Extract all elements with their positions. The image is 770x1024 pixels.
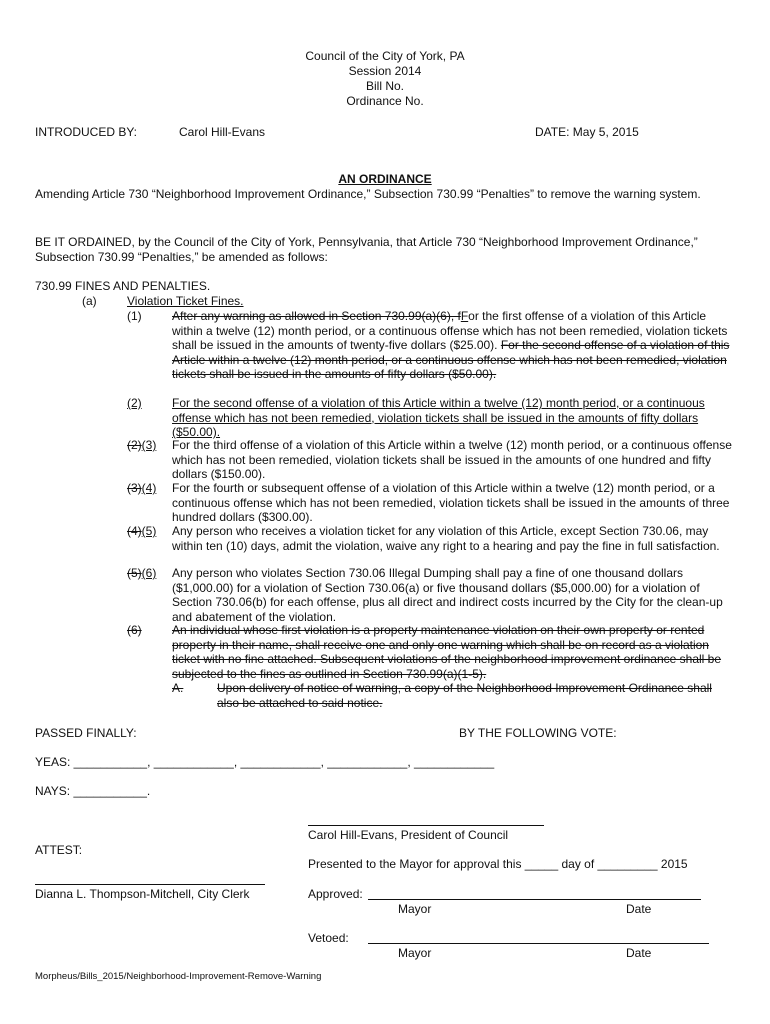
header-line-council: Council of the City of York, PA bbox=[305, 49, 465, 63]
item-number-new: (4) bbox=[141, 481, 157, 495]
list-item: An individual whose first violation is a property maintenance violation on their own property or rented property in their name, shall receive one and only one warning which shall be on record as a violation ticket with no fine attached. Subsequent violations of the neighborhood improvement ordinance shall be subjected to the fines as outlined in Section 730.99(a)(1-5). bbox=[172, 623, 722, 681]
vetoed-mayor-caption: Mayor bbox=[398, 946, 432, 960]
approved-date-caption: Date bbox=[626, 902, 652, 916]
list-item: Any person who violates Section 730.06 Illegal Dumping shall pay a fine of one thousand dollars ($1,000.00) for a violation of Section 730.06(a) or five thousand dollars ($5,000.00) for a violation of Section 730.06(b) for each offense, plus all direct and indirect costs incurred by the City for the clean-up and abatement of the violation. bbox=[172, 566, 723, 624]
item-number bbox=[127, 623, 171, 638]
item-number-new: (2) bbox=[127, 396, 142, 410]
sub-item-letter: A. bbox=[172, 681, 184, 695]
item-number-new: (6) bbox=[141, 566, 157, 580]
list-item: Any person who receives a violation ticket for any violation of this Article, except Section 730.06, may within ten (10) days, admit the violation, waive any right to a hearing and pay the fine in full satisfaction. bbox=[172, 524, 720, 553]
inserted-text: F bbox=[460, 309, 469, 323]
yeas-line: YEAS: ___________, ____________, ____________, ____________, ____________ bbox=[35, 755, 495, 769]
clerk-name: Dianna L. Thompson-Mitchell, City Clerk bbox=[35, 887, 250, 901]
clerk-signature-line bbox=[35, 884, 265, 885]
sub-item-text: Upon delivery of notice of warning, a copy of the Neighborhood Improvement Ordinance shall also be attached to said notice. bbox=[217, 681, 712, 710]
item-number-old: (3) bbox=[127, 481, 142, 495]
section-heading: 730.99 FINES AND PENALTIES. bbox=[35, 279, 211, 293]
passed-finally-label: PASSED FINALLY: bbox=[35, 726, 137, 740]
introduced-by-label: INTRODUCED BY: bbox=[35, 125, 138, 139]
struck-text: For the second offense of a violation of this Article within a twelve (12) month period, or a continuous offense which has not been remedied, violation tickets shall be issued in the amounts of fifty dollars ($50.00). bbox=[172, 338, 730, 381]
list-item: For the third offense of a violation of this Article within a twelve (12) month period, or a continuous offense which has not been remedied, violation tickets shall be issued in the amounts of one hundred and fifty dollars ($150.00). bbox=[172, 438, 732, 481]
item-number-old: (6) bbox=[127, 623, 142, 637]
attest-label: ATTEST: bbox=[35, 843, 83, 857]
approved-label: Approved: bbox=[308, 887, 363, 901]
approved-signature-line bbox=[368, 899, 701, 900]
file-path-footer: Morpheus/Bills_2015/Neighborhood-Improvement-Remove-Warning bbox=[35, 971, 322, 982]
list-item: For the fourth or subsequent offense of a violation of this Article within a twelve (12) month period, or a continuous offense which has not been remedied, violation tickets shall be issued in the amounts of three hundred dollars ($300.00). bbox=[172, 481, 730, 524]
item-text: or the first offense of a violation of this Article within a twelve (12) month period, or a continuous offense which has not been remedied, violation tickets shall be issued in the amounts of twenty-five dollars ($25.00). bbox=[172, 309, 728, 352]
item-number-old: (4) bbox=[127, 524, 142, 538]
subsection-title: Violation Ticket Fines. bbox=[127, 294, 244, 308]
vetoed-date-caption: Date bbox=[626, 946, 652, 960]
vetoed-signature-line bbox=[368, 943, 709, 944]
item-number bbox=[127, 438, 171, 453]
item-number-new: (3) bbox=[141, 438, 157, 452]
following-vote-label: BY THE FOLLOWING VOTE: bbox=[459, 726, 617, 740]
item-number-old: (2) bbox=[127, 438, 142, 452]
subsection-number: (a) bbox=[82, 294, 97, 308]
presented-to-mayor: Presented to the Mayor for approval this _____ day of _________ 2015 bbox=[308, 857, 688, 871]
item-number-old: (5) bbox=[127, 566, 142, 580]
item-number bbox=[127, 566, 171, 581]
vetoed-label: Vetoed: bbox=[308, 931, 349, 945]
item-number bbox=[127, 524, 171, 539]
introduced-date: DATE: May 5, 2015 bbox=[535, 125, 639, 139]
item-number bbox=[127, 481, 171, 496]
item-number bbox=[127, 309, 171, 324]
ordinance-title: AN ORDINANCE bbox=[338, 172, 432, 186]
list-item: For the second offense of a violation of this Article within a twelve (12) month period, or a continuous offense which has not been remedied, violation tickets shall be issued in the amounts of fifty dollars ($50.00). bbox=[172, 396, 705, 439]
item-number bbox=[127, 396, 171, 411]
president-signature-line bbox=[308, 825, 544, 826]
ordinance-purpose: Amending Article 730 “Neighborhood Improvement Ordinance,” Subsection 730.99 “Penalties” to remove the warning system. bbox=[35, 187, 701, 201]
approved-mayor-caption: Mayor bbox=[398, 902, 432, 916]
header-line-bill: Bill No. bbox=[365, 79, 404, 93]
introduced-by-name: Carol Hill-Evans bbox=[179, 125, 266, 139]
struck-text: After any warning as allowed in Section 730.99(a)(6), f bbox=[172, 309, 461, 323]
header-line-ordinance: Ordinance No. bbox=[346, 94, 424, 108]
list-item bbox=[172, 309, 734, 382]
ordained-clause: BE IT ORDAINED, by the Council of the City of York, Pennsylvania, that Article 730 “Neighborhood Improvement Ordinance,” Subsection 730.99 “Penalties,” be amended as follows: bbox=[35, 235, 698, 264]
item-number-new: (1) bbox=[127, 309, 142, 323]
nays-line: NAYS: ___________. bbox=[35, 784, 151, 798]
president-name: Carol Hill-Evans, President of Council bbox=[308, 828, 509, 842]
item-number-new: (5) bbox=[141, 524, 157, 538]
header-line-session: Session 2014 bbox=[348, 64, 422, 78]
